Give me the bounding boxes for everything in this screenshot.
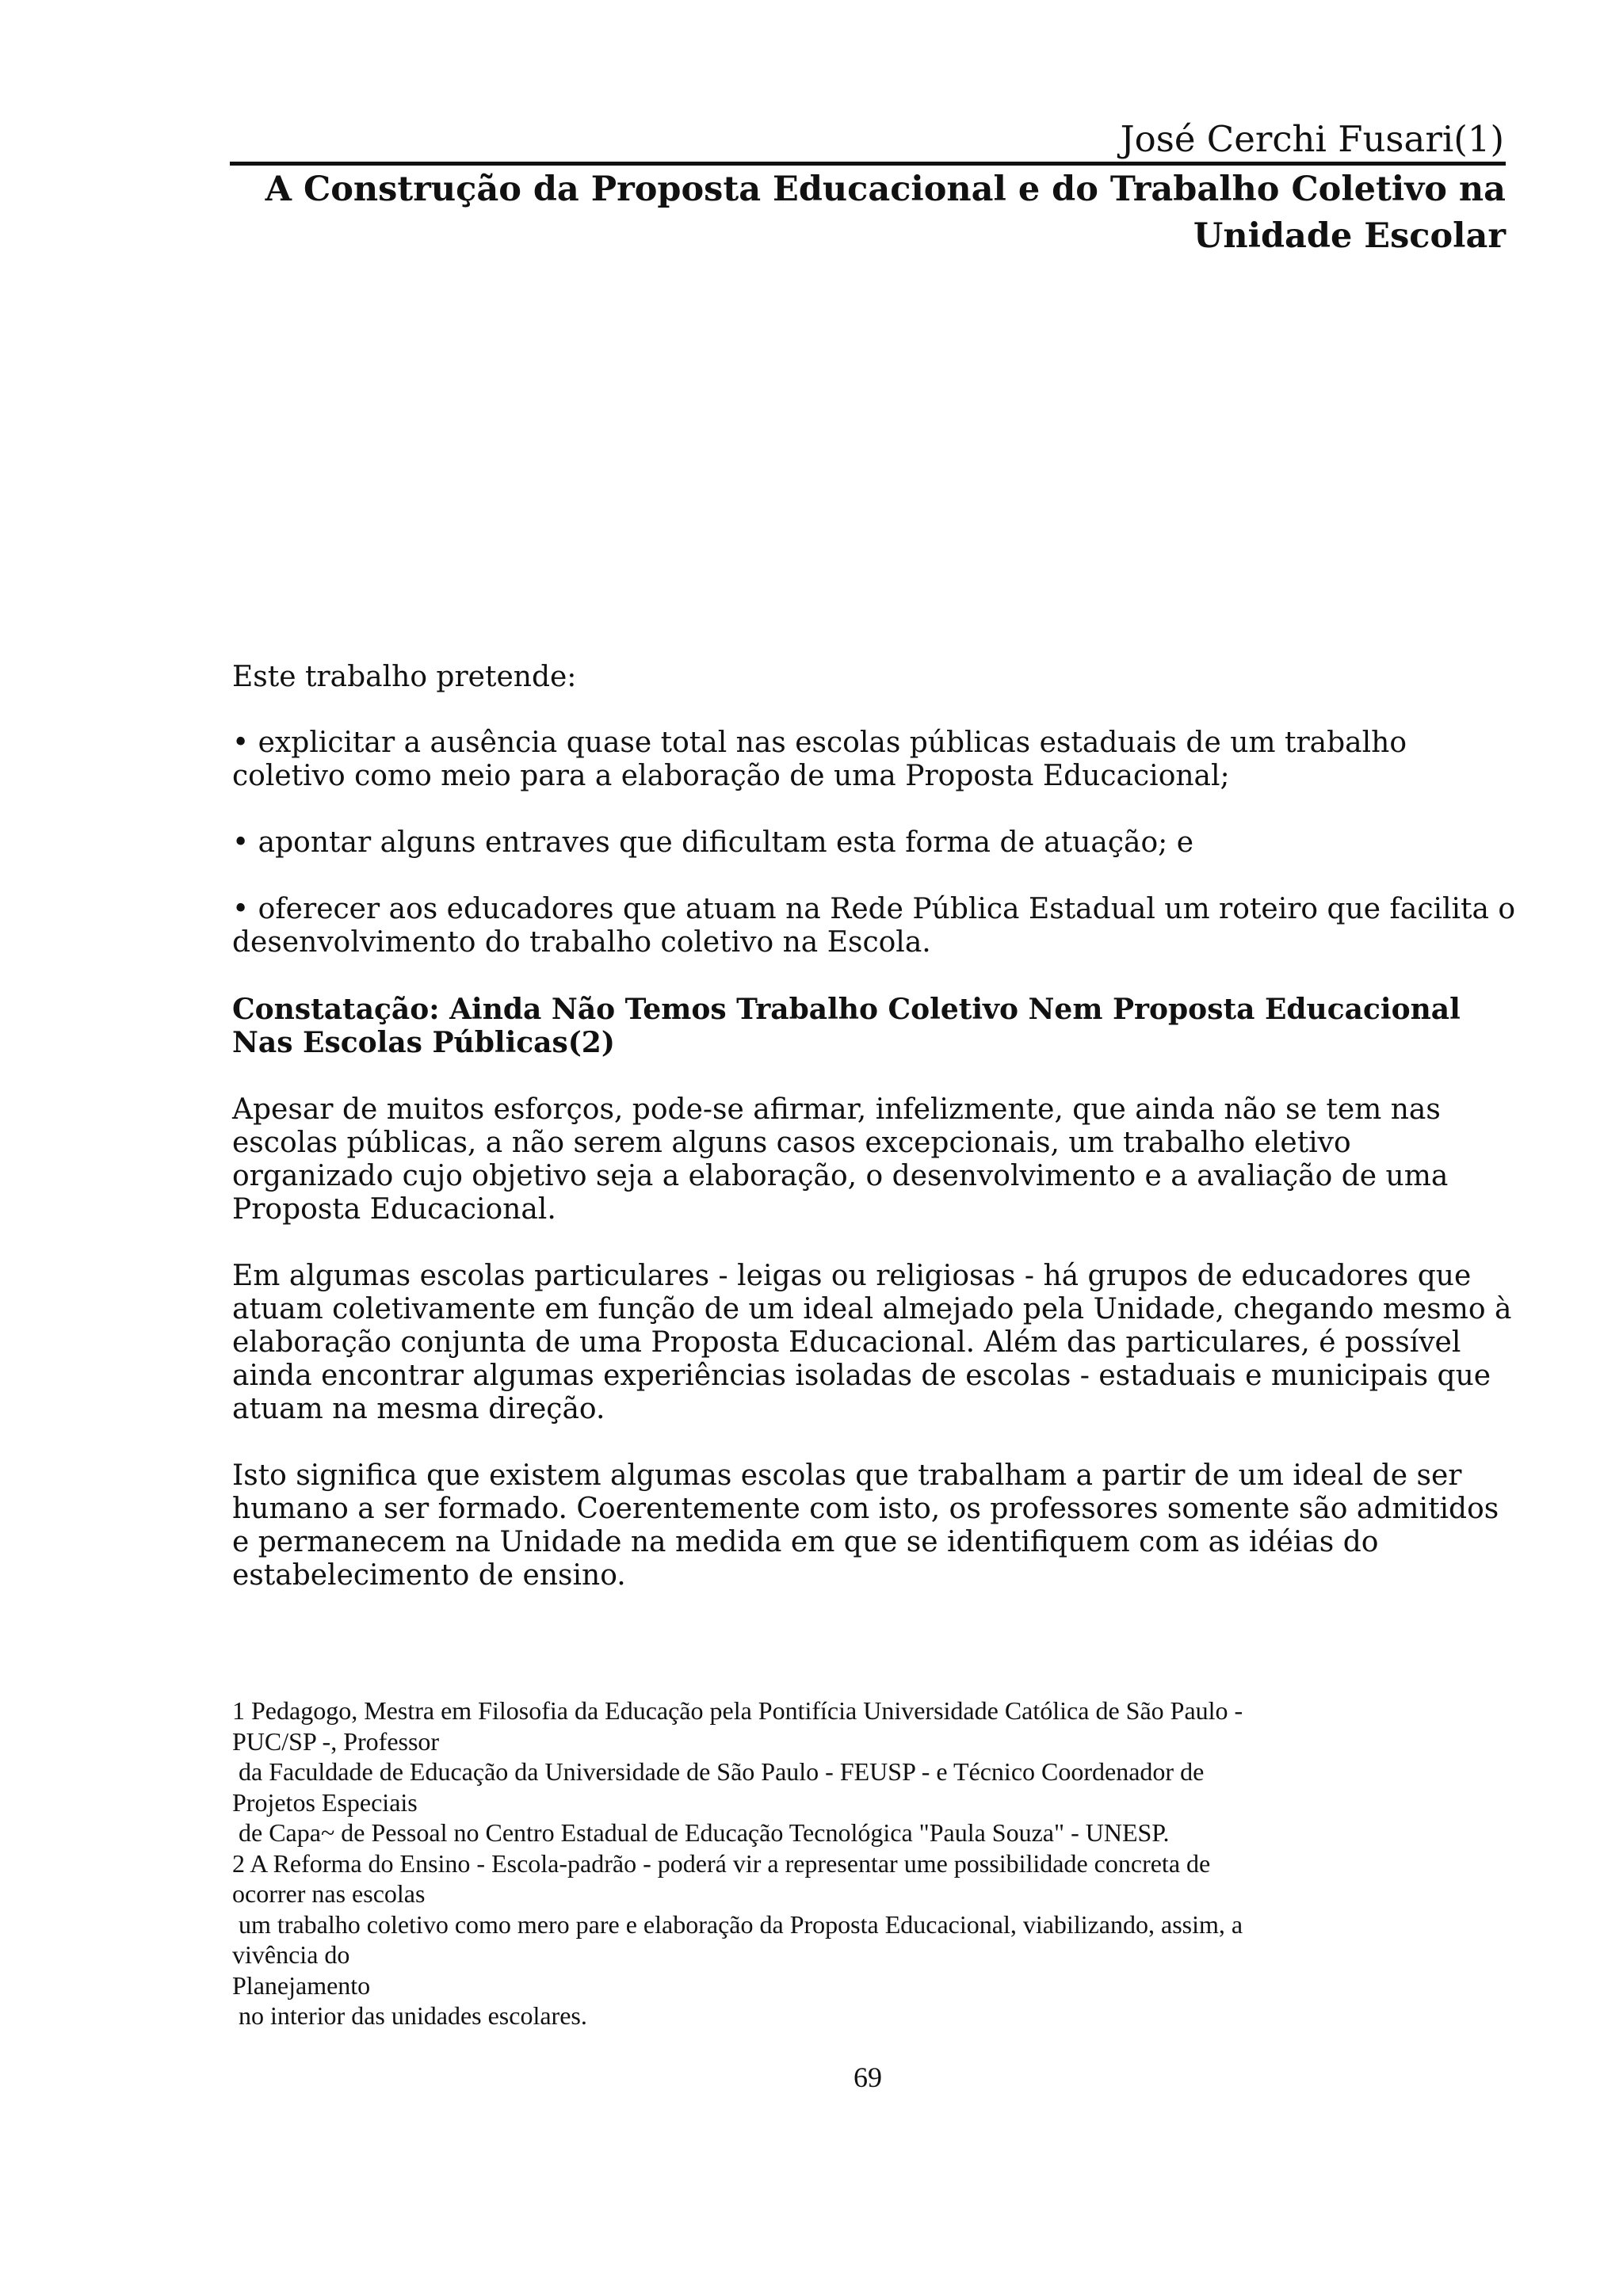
footnote-line: de Capa~ de Pessoal no Centro Estadual de Educação Tecnológica "Paula Souza" - UNESP.	[232, 1818, 1170, 1847]
page-number: 69	[854, 2061, 882, 2093]
footnote-line: 1 Pedagogo, Mestra em Filosofia da Educação pela Pontifícia Universidade Católica de São Paulo -	[232, 1696, 1243, 1725]
footnote-line: ocorrer nas escolas	[232, 1879, 426, 1908]
footnote-line: PUC/SP -, Professor	[232, 1726, 440, 1756]
intro-bullet-3: • oferecer aos educadores que atuam na Rede Pública Estadual um roteiro que facilita o desenvolvimento do trabalho coletivo na Escola.	[232, 893, 1516, 959]
footnote-line: 2 A Reforma do Ensino - Escola-padrão - poderá vir a representar ume possibilidade concreta de	[232, 1848, 1211, 1878]
header-rule	[230, 162, 1506, 166]
footnote-line: no interior das unidades escolares.	[232, 2001, 587, 2030]
section-paragraph-1: Apesar de muitos esforços, pode-se afirmar, infelizmente, que ainda não se tem nas escolas públicas, a não serem alguns casos excepcionais, um trabalho eletivo organizado cujo objetivo seja a elaboração, o desenvolvimento e a avaliação de uma Proposta Educacional.	[232, 1093, 1449, 1226]
footnote-line: da Faculdade de Educação da Universidade de São Paulo - FEUSP - e Técnico Coordenador de	[232, 1757, 1205, 1786]
footnote-line: vivência do	[232, 1940, 350, 1969]
footnote-line: Planejamento	[232, 1970, 371, 2000]
intro-bullet-2: • apontar alguns entraves que dificultam esta forma de atuação; e	[232, 826, 1193, 859]
section-paragraph-2: Em algumas escolas particulares - leigas ou religiosas - há grupos de educadores que atuam coletivamente em função de um ideal almejado pela Unidade, chegando mesmo à elaboração conjunta de uma Proposta Educacional. Além das particulares, é possível ainda encontrar algumas experiências isoladas de escolas - estaduais e municipais que atuam na mesma direção.	[232, 1260, 1512, 1425]
section-heading: Constatação: Ainda Não Temos Trabalho Coletivo Nem Proposta Educacional Nas Escolas Públicas(2)	[232, 993, 1461, 1059]
footnote-line: um trabalho coletivo como mero pare e elaboração da Proposta Educacional, viabilizando, assim, a	[232, 1909, 1243, 1939]
intro-bullet-1: • explicitar a ausência quase total nas escolas públicas estaduais de um trabalho coletivo como meio para a elaboração de uma Proposta Educacional;	[232, 727, 1407, 792]
intro-lead: Este trabalho pretende:	[232, 661, 577, 693]
footnote-line: Projetos Especiais	[232, 1787, 418, 1817]
article-title: A Construção da Proposta Educacional e do Trabalho Coletivo na Unidade Escolar	[265, 170, 1506, 256]
section-paragraph-3: Isto significa que existem algumas escolas que trabalham a partir de um ideal de ser humano a ser formado. Coerentemente com isto, os professores somente são admitidos e permanecem na Unidade na medida em que se identifiquem com as idéias do estabelecimento de ensino.	[232, 1459, 1499, 1592]
footnotes	[232, 1695, 1516, 2031]
author-name: José Cerchi Fusari(1)	[1120, 118, 1504, 160]
